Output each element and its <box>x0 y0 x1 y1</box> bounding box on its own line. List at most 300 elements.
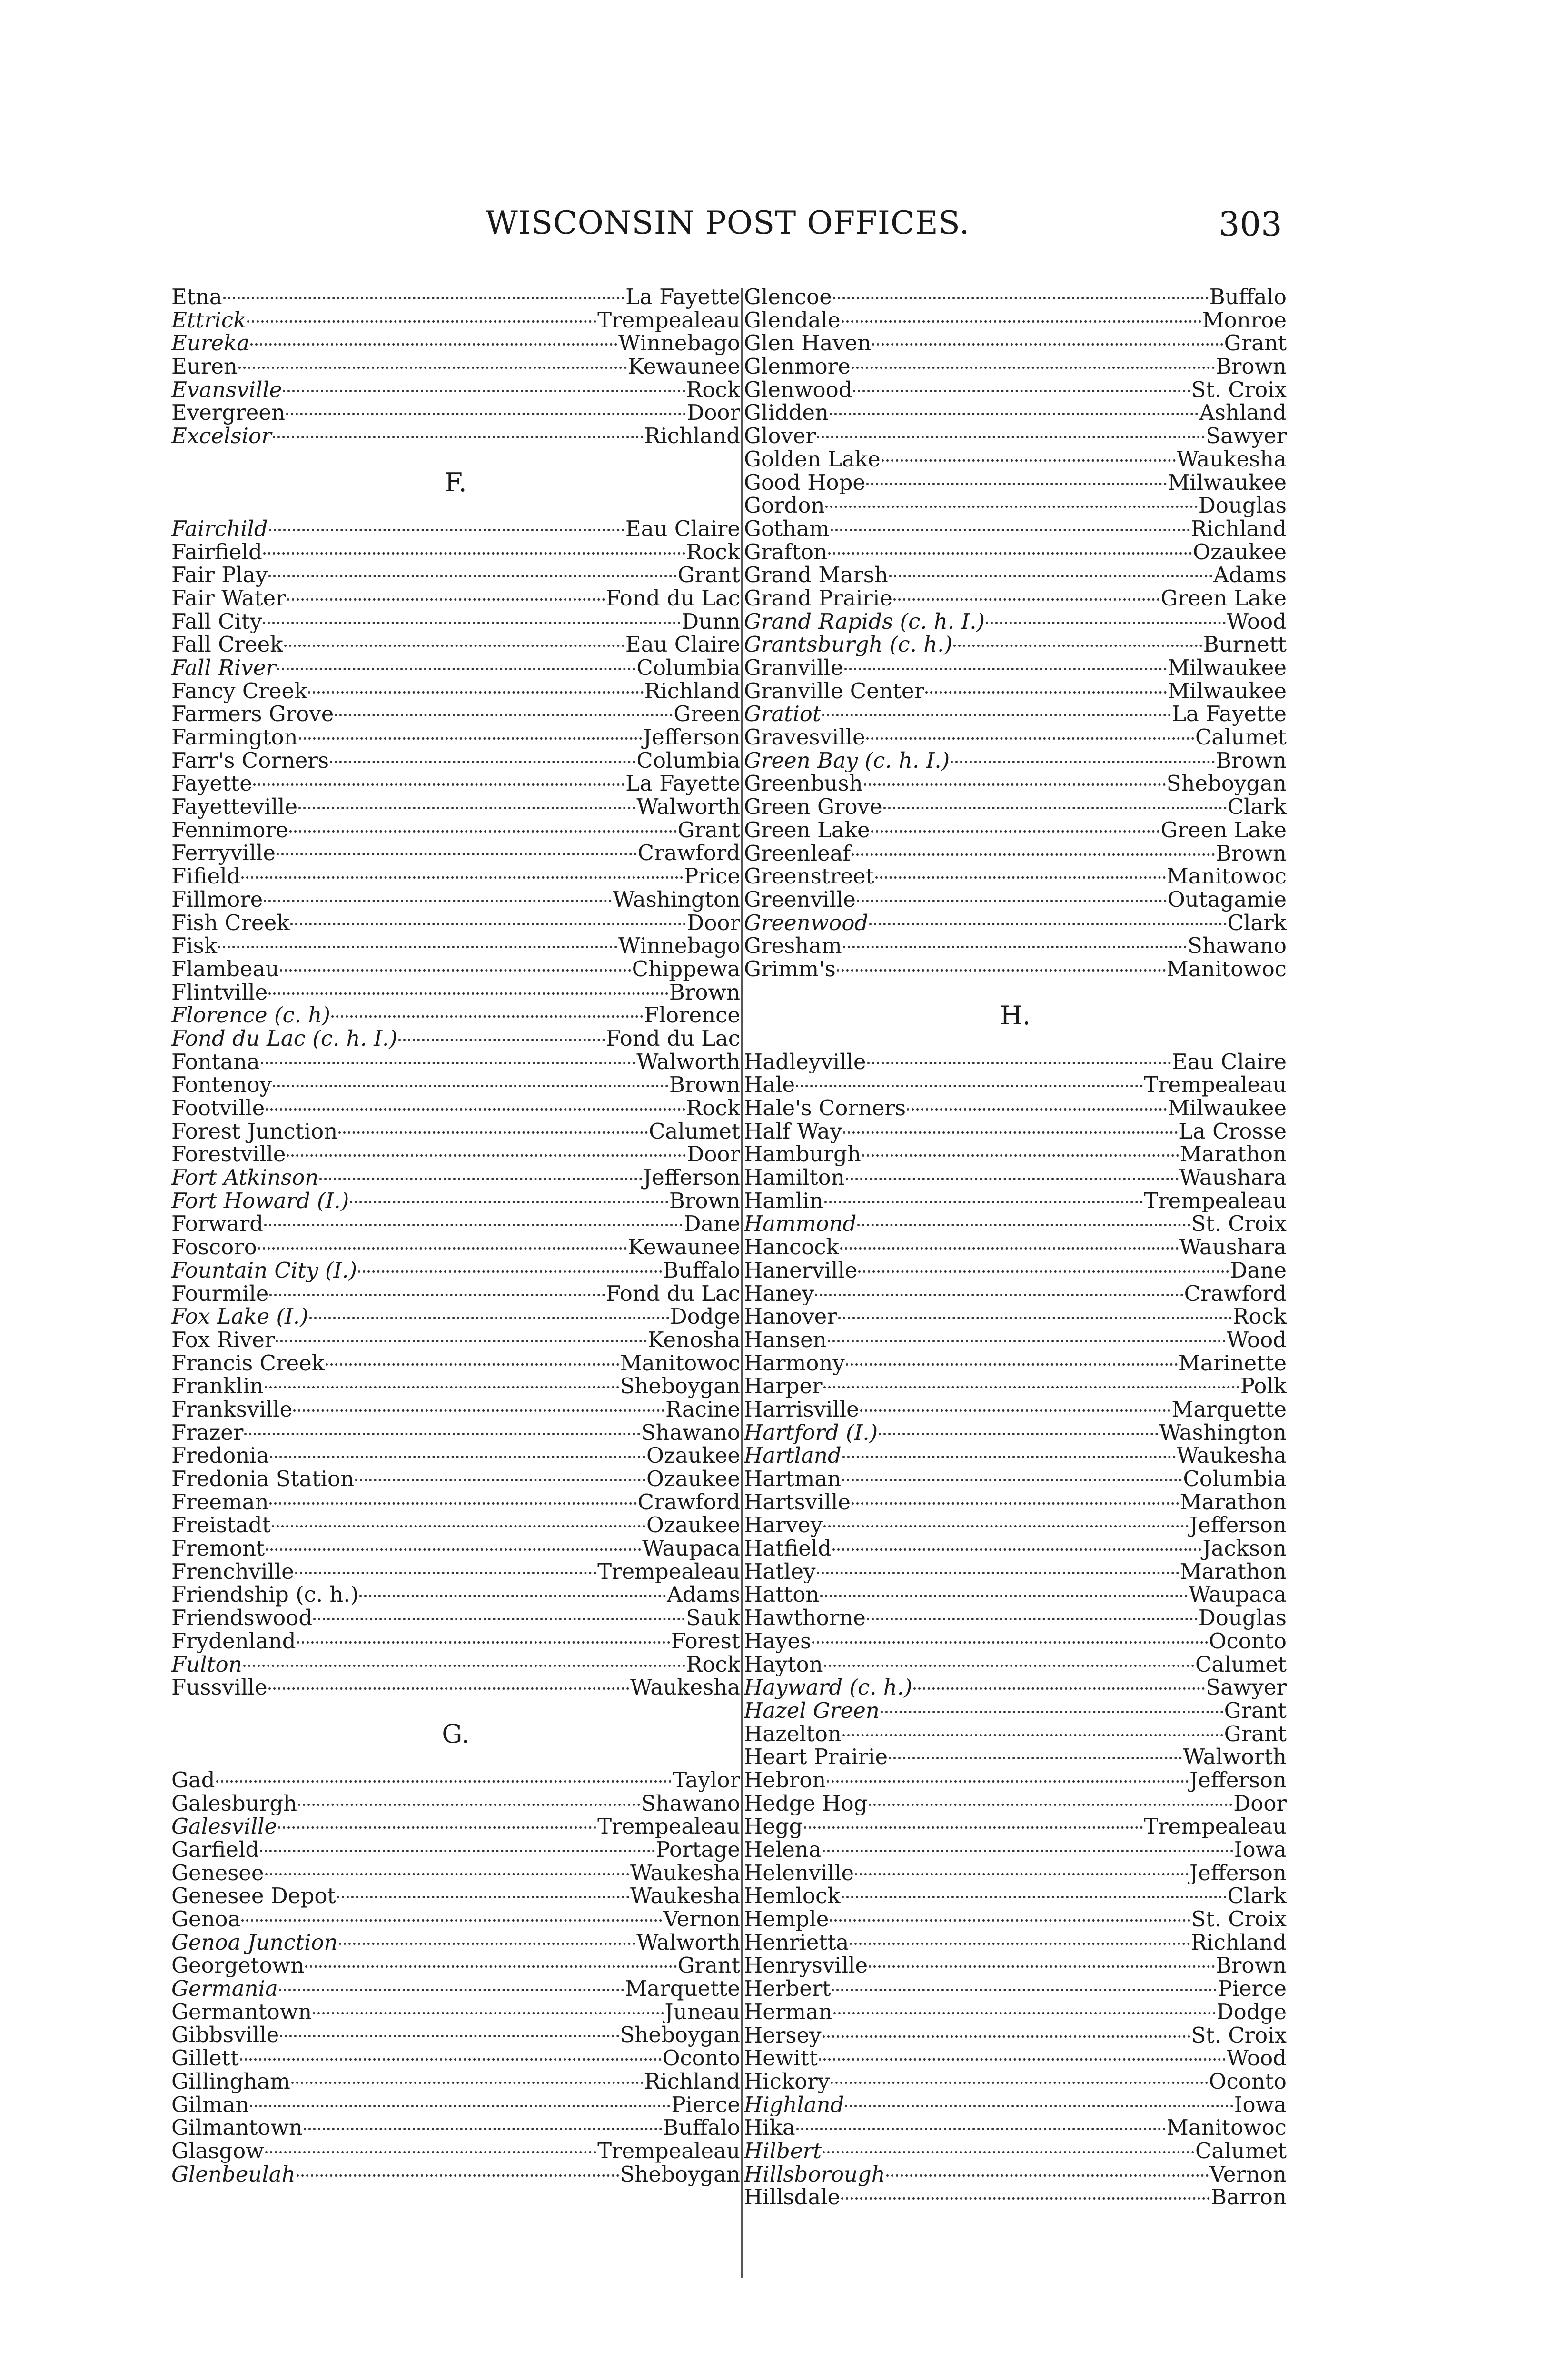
post-office-name: Friendship (c. h.) <box>171 1583 359 1607</box>
post-office-entry <box>744 772 1287 795</box>
dot-leader <box>842 1456 1176 1458</box>
post-office-name: Footville <box>171 1097 265 1120</box>
dot-leader <box>331 1015 643 1018</box>
county-name: Ozaukee <box>646 1514 740 1537</box>
post-office-name: Half Way <box>744 1120 842 1143</box>
dot-leader <box>867 1062 1171 1064</box>
post-office-entry <box>171 842 740 865</box>
post-office-entry <box>171 1468 740 1491</box>
post-office-name: Fox River <box>171 1328 275 1352</box>
post-office-entry <box>744 865 1287 888</box>
post-office-name: Hebron <box>744 1768 826 1792</box>
post-office-name: Fancy Creek <box>171 679 307 703</box>
post-office-name: Helenville <box>744 1861 854 1885</box>
dot-leader <box>828 552 1192 555</box>
dot-leader <box>269 1502 636 1505</box>
post-office-name: Genesee Depot <box>171 1884 336 1908</box>
dot-leader <box>355 1479 645 1481</box>
post-office-name: Grand Rapids (c. h. I.) <box>744 610 985 634</box>
post-office-name: Genesee <box>171 1861 264 1885</box>
post-office-entry <box>744 1653 1287 1676</box>
county-name: La Crosse <box>1179 1120 1287 1143</box>
county-name: Shawano <box>1187 934 1287 958</box>
dot-leader <box>853 390 1190 392</box>
dot-leader <box>907 1108 1167 1111</box>
post-office-entry <box>171 378 740 402</box>
post-office-entry <box>171 819 740 842</box>
county-name: Washington <box>1159 1421 1287 1445</box>
county-name: Jefferson <box>1189 1768 1287 1792</box>
post-office-entry <box>744 1352 1287 1375</box>
post-office-name: Garfield <box>171 1838 259 1862</box>
county-name: Green <box>674 703 740 726</box>
dot-leader <box>925 691 1167 694</box>
post-office-entry <box>744 610 1287 634</box>
county-name: Pierce <box>671 2093 740 2117</box>
county-name: Richland <box>1190 517 1287 541</box>
post-office-name: Georgetown <box>171 1954 305 1978</box>
county-name: Trempealeau <box>597 2139 740 2163</box>
post-office-entry <box>171 1236 740 1259</box>
post-office-entry <box>744 1282 1287 1306</box>
county-name: La Fayette <box>625 772 740 796</box>
post-office-entry <box>744 1862 1287 1885</box>
dot-leader <box>335 714 673 716</box>
post-office-name: Foscoro <box>171 1236 257 1259</box>
post-office-entry <box>744 934 1287 958</box>
dot-leader <box>866 737 1194 740</box>
county-name: Door <box>687 911 740 935</box>
dot-leader <box>270 1456 645 1458</box>
post-office-entry <box>744 2024 1287 2047</box>
post-office-name: Flintville <box>171 981 268 1004</box>
dot-leader <box>825 506 1197 508</box>
county-name: Barron <box>1211 2186 1287 2209</box>
county-name: Rock <box>1232 1305 1287 1329</box>
dot-leader <box>293 1409 664 1412</box>
county-name: Walworth <box>1183 1745 1287 1769</box>
dot-leader <box>864 783 1166 786</box>
dot-leader <box>823 1525 1189 1527</box>
dot-leader <box>260 1850 654 1852</box>
county-name: Brown <box>669 981 740 1004</box>
dot-leader <box>796 1085 1143 1087</box>
page-number: 303 <box>1219 205 1282 244</box>
dot-leader <box>273 1085 668 1087</box>
post-office-entry <box>171 2163 740 2186</box>
county-name: Taylor <box>673 1768 740 1792</box>
post-office-name: Gordon <box>744 494 825 517</box>
county-name: Fond du Lac <box>606 1282 740 1306</box>
post-office-entry <box>171 1977 740 2001</box>
county-name: Jackson <box>1202 1537 1287 1560</box>
dot-leader <box>276 1340 647 1342</box>
post-office-name: Hayton <box>744 1653 823 1676</box>
county-name: Manitowoc <box>1166 2116 1287 2140</box>
county-name: Outagamie <box>1167 888 1287 912</box>
county-name: Grant <box>1224 1699 1287 1723</box>
dot-leader <box>830 1919 1190 1922</box>
county-name: Forest <box>671 1629 740 1653</box>
county-name: Walworth <box>636 1931 740 1954</box>
dot-leader <box>266 1108 685 1111</box>
dot-leader <box>822 714 1171 716</box>
post-office-entry <box>171 1491 740 1514</box>
post-office-name: Hazelton <box>744 1722 842 1746</box>
post-office-name: Fifield <box>171 865 241 888</box>
post-office-entry <box>171 610 740 634</box>
post-office-name: Gibbsville <box>171 2023 279 2047</box>
dot-leader <box>866 483 1167 485</box>
county-name: Dodge <box>670 1305 740 1329</box>
post-office-entry <box>171 1606 740 1630</box>
dot-leader <box>831 529 1190 531</box>
post-office-entry <box>171 2001 740 2024</box>
county-name: Sheboygan <box>620 2162 740 2186</box>
post-office-name: Glidden <box>744 401 829 425</box>
post-office-name: Fall Creek <box>171 633 283 656</box>
post-office-name: Helena <box>744 1838 822 1862</box>
post-office-name: Harrisville <box>744 1398 859 1421</box>
post-office-entry <box>171 1583 740 1606</box>
post-office-name: Franklin <box>171 1375 264 1398</box>
dot-leader <box>832 1989 1217 1991</box>
county-name: Washington <box>613 888 740 912</box>
dot-leader <box>268 1687 629 1690</box>
column-divider <box>741 288 743 2278</box>
county-name: Winnebago <box>618 332 740 356</box>
post-office-name: Green Lake <box>744 818 870 842</box>
post-office-entry <box>744 1884 1287 1908</box>
section-heading: G. <box>442 1718 470 1749</box>
post-office-name: Green Grove <box>744 795 882 819</box>
dot-leader <box>889 575 1212 577</box>
county-name: Milwaukee <box>1168 679 1287 703</box>
county-name: Monroe <box>1202 308 1287 332</box>
dot-leader <box>264 900 612 902</box>
post-office-name: Glenmore <box>744 355 851 378</box>
post-office-entry <box>171 912 740 935</box>
county-name: Richland <box>1190 1931 1287 1954</box>
county-name: Brown <box>1215 355 1287 378</box>
dot-leader <box>253 783 624 786</box>
county-name: Sawyer <box>1206 1676 1287 1699</box>
post-office-entry <box>171 1954 740 1977</box>
dot-leader <box>309 1317 669 1319</box>
dot-leader <box>268 992 668 995</box>
county-name: Sawyer <box>1206 425 1287 448</box>
post-office-entry <box>171 772 740 795</box>
post-office-name: Grafton <box>744 540 828 564</box>
post-office-entry <box>171 1792 740 1815</box>
county-name: Calumet <box>1195 1653 1287 1676</box>
dot-leader <box>862 1154 1179 1157</box>
post-office-entry <box>171 1514 740 1537</box>
dot-leader <box>843 1131 1178 1134</box>
dot-leader <box>855 1873 1189 1875</box>
post-office-entry <box>744 888 1287 912</box>
post-office-entry <box>171 795 740 819</box>
county-name: Grant <box>677 1954 740 1978</box>
post-office-name: Henrietta <box>744 1931 849 1954</box>
dot-leader <box>258 1247 627 1250</box>
dot-leader <box>812 1641 1208 1644</box>
post-office-entry <box>744 517 1287 541</box>
post-office-name: Greenville <box>744 888 856 912</box>
post-office-entry <box>744 2116 1287 2140</box>
dot-leader <box>358 1270 662 1273</box>
post-office-entry <box>744 471 1287 495</box>
county-name: Grant <box>1224 1722 1287 1746</box>
post-office-name: Hansen <box>744 1328 827 1352</box>
dot-leader <box>872 343 1223 346</box>
left-column <box>171 286 740 2186</box>
dot-leader <box>852 853 1215 856</box>
county-name: Burnett <box>1203 633 1287 656</box>
county-name: Milwaukee <box>1168 471 1287 495</box>
dot-leader <box>297 1641 670 1644</box>
post-office-entry <box>171 726 740 749</box>
post-office-name: Eureka <box>171 332 250 356</box>
dot-leader <box>852 367 1215 369</box>
post-office-entry <box>744 1421 1287 1445</box>
post-office-entry <box>171 888 740 912</box>
dot-leader <box>295 1572 596 1574</box>
county-name: Buffalo <box>663 2116 740 2140</box>
dot-leader <box>279 1989 624 1991</box>
post-office-entry <box>171 286 740 309</box>
post-office-entry <box>744 1560 1287 1584</box>
county-name: Waukesha <box>1177 1444 1287 1468</box>
dot-leader <box>804 1826 1143 1829</box>
dot-leader <box>843 946 1187 948</box>
county-name: Marathon <box>1179 1143 1287 1167</box>
post-office-entry <box>744 1676 1287 1699</box>
post-office-name: Greenleaf <box>744 842 851 865</box>
post-office-entry <box>171 1282 740 1306</box>
dot-leader <box>819 2058 1226 2061</box>
post-office-name: Gad <box>171 1768 215 1792</box>
post-office-entry <box>171 1097 740 1120</box>
county-name: Waupaca <box>642 1537 740 1560</box>
dot-leader <box>265 1386 619 1388</box>
post-office-entry <box>744 2163 1287 2186</box>
post-office-entry <box>171 680 740 703</box>
post-office-name: Forestville <box>171 1143 286 1167</box>
post-office-name: Good Hope <box>744 471 866 495</box>
post-office-name: Glenwood <box>744 378 852 402</box>
county-name: Shawano <box>641 1421 740 1445</box>
post-office-entry <box>171 1931 740 1954</box>
dot-leader <box>830 413 1198 415</box>
post-office-name: Hamlin <box>744 1189 823 1213</box>
post-office-name: Fairchild <box>171 517 268 541</box>
county-name: Wood <box>1226 1328 1287 1352</box>
post-office-entry <box>744 958 1287 981</box>
county-name: Ashland <box>1199 401 1287 425</box>
post-office-entry <box>744 1630 1287 1653</box>
post-office-name: Frydenland <box>171 1629 296 1653</box>
post-office-name: Gilman <box>171 2093 249 2117</box>
dot-leader <box>850 1943 1189 1945</box>
dot-leader <box>869 923 1226 925</box>
post-office-entry <box>744 1398 1287 1421</box>
dot-leader <box>284 645 624 647</box>
county-name: Richland <box>644 2070 740 2093</box>
county-name: Grant <box>1224 332 1287 356</box>
post-office-name: Forest Junction <box>171 1120 338 1143</box>
post-office-name: Farmington <box>171 726 298 749</box>
county-name: Vernon <box>663 1908 740 1931</box>
post-office-name: Hazel Green <box>744 1699 880 1723</box>
post-office-name: Germantown <box>171 2000 312 2024</box>
county-name: Fond du Lac <box>606 1027 740 1051</box>
post-office-entry <box>171 1120 740 1143</box>
right-column <box>744 286 1287 2209</box>
dot-leader <box>223 297 624 299</box>
county-name: Vernon <box>1209 2162 1287 2186</box>
county-name: Eau Claire <box>625 633 740 656</box>
post-office-name: Glendale <box>744 308 841 332</box>
post-office-entry <box>171 1027 740 1051</box>
county-name: Crawford <box>637 1490 740 1514</box>
post-office-name: Fish Creek <box>171 911 290 935</box>
post-office-name: Hilbert <box>744 2139 822 2163</box>
dot-leader <box>842 1479 1182 1481</box>
post-office-entry <box>171 541 740 564</box>
county-name: St. Croix <box>1191 378 1287 402</box>
post-office-entry <box>171 401 740 425</box>
post-office-entry <box>744 448 1287 471</box>
dot-leader <box>264 1224 683 1226</box>
post-office-name: Hatley <box>744 1560 816 1584</box>
post-office-entry <box>744 378 1287 402</box>
post-office-name: Frazer <box>171 1421 244 1445</box>
county-name: Chippewa <box>632 957 740 981</box>
post-office-name: Fulton <box>171 1653 242 1676</box>
county-name: Douglas <box>1198 494 1287 517</box>
post-office-name: Hatton <box>744 1583 820 1607</box>
post-office-name: Glover <box>744 425 816 448</box>
dot-leader <box>268 575 677 577</box>
post-office-entry <box>744 1723 1287 1746</box>
county-name: Polk <box>1240 1375 1287 1398</box>
county-name: Portage <box>655 1838 740 1862</box>
post-office-entry <box>171 633 740 656</box>
running-title: WISCONSIN POST OFFICES. <box>486 205 970 241</box>
county-name: Jefferson <box>1189 1514 1287 1537</box>
county-name: Shawano <box>641 1792 740 1815</box>
dot-leader <box>250 343 617 346</box>
dot-leader <box>313 1618 685 1620</box>
county-name: Brown <box>1215 1954 1287 1978</box>
section-heading: F. <box>445 467 467 497</box>
county-name: Richland <box>644 679 740 703</box>
dot-leader <box>277 853 637 855</box>
dot-leader <box>244 1433 640 1435</box>
post-office-entry <box>744 726 1287 749</box>
post-office-name: Fall River <box>171 656 276 680</box>
dot-leader <box>817 1572 1179 1574</box>
post-office-entry <box>744 1329 1287 1352</box>
post-office-entry <box>744 1606 1287 1630</box>
post-office-entry <box>744 1954 1287 1977</box>
post-office-entry <box>744 1699 1287 1723</box>
dot-leader <box>263 552 685 555</box>
post-office-entry <box>744 1838 1287 1862</box>
post-office-name: Hartland <box>744 1444 842 1468</box>
dot-leader <box>291 2082 644 2084</box>
post-office-entry <box>171 2047 740 2070</box>
post-office-name: Highland <box>744 2093 844 2117</box>
post-office-entry <box>744 1375 1287 1398</box>
post-office-name: Hadleyville <box>744 1050 866 1074</box>
county-name: Eau Claire <box>625 517 740 541</box>
post-office-name: Farmers Grove <box>171 703 334 726</box>
dot-leader <box>266 1548 641 1551</box>
post-office-name: Herbert <box>744 1977 831 2001</box>
dot-leader <box>869 1804 1233 1806</box>
dot-leader <box>846 1363 1178 1366</box>
post-office-entry <box>171 1838 740 1862</box>
county-name: Rock <box>686 540 740 564</box>
post-office-entry <box>744 1769 1287 1792</box>
county-name: Rock <box>686 1653 740 1676</box>
county-name: Rock <box>686 1097 740 1120</box>
post-office-name: Friendswood <box>171 1606 313 1630</box>
dot-leader <box>867 1618 1198 1620</box>
post-office-entry <box>171 1537 740 1560</box>
post-office-entry <box>171 425 740 448</box>
dot-leader <box>216 1780 672 1783</box>
post-office-name: Hawthorne <box>744 1606 866 1630</box>
post-office-entry <box>171 1073 740 1097</box>
post-office-name: Granville <box>744 656 843 680</box>
county-name: Trempealeau <box>1144 1073 1287 1097</box>
post-office-name: Evergreen <box>171 401 285 425</box>
post-office-entry <box>744 1908 1287 1931</box>
post-office-name: Hegg <box>744 1815 803 1838</box>
post-office-entry <box>744 2070 1287 2093</box>
post-office-entry <box>744 1514 1287 1537</box>
post-office-entry <box>744 1073 1287 1097</box>
dot-leader <box>273 436 644 438</box>
post-office-name: Gillett <box>171 2047 239 2070</box>
county-name: Oconto <box>1209 2070 1287 2093</box>
county-name: Manitowoc <box>620 1351 740 1375</box>
county-name: Wood <box>1226 2047 1287 2070</box>
post-office-entry <box>744 1190 1287 1213</box>
post-office-entry <box>171 1444 740 1468</box>
dot-leader <box>953 645 1202 647</box>
dot-leader <box>218 946 617 948</box>
county-name: Kewaunee <box>628 1236 740 1259</box>
dot-leader <box>832 1548 1201 1551</box>
post-office-entry <box>171 2070 740 2093</box>
county-name: Rock <box>686 378 740 402</box>
post-office-entry <box>744 541 1287 564</box>
post-office-name: Herman <box>744 2000 832 2024</box>
post-office-entry <box>171 1166 740 1190</box>
county-name: Iowa <box>1234 2093 1287 2117</box>
county-name: Jefferson <box>643 726 740 749</box>
county-name: Trempealeau <box>597 1560 740 1584</box>
post-office-entry <box>171 1259 740 1282</box>
post-office-entry <box>171 1305 740 1329</box>
post-office-entry <box>171 1560 740 1584</box>
post-office-entry <box>744 1931 1287 1954</box>
county-name: Brown <box>1215 842 1287 865</box>
